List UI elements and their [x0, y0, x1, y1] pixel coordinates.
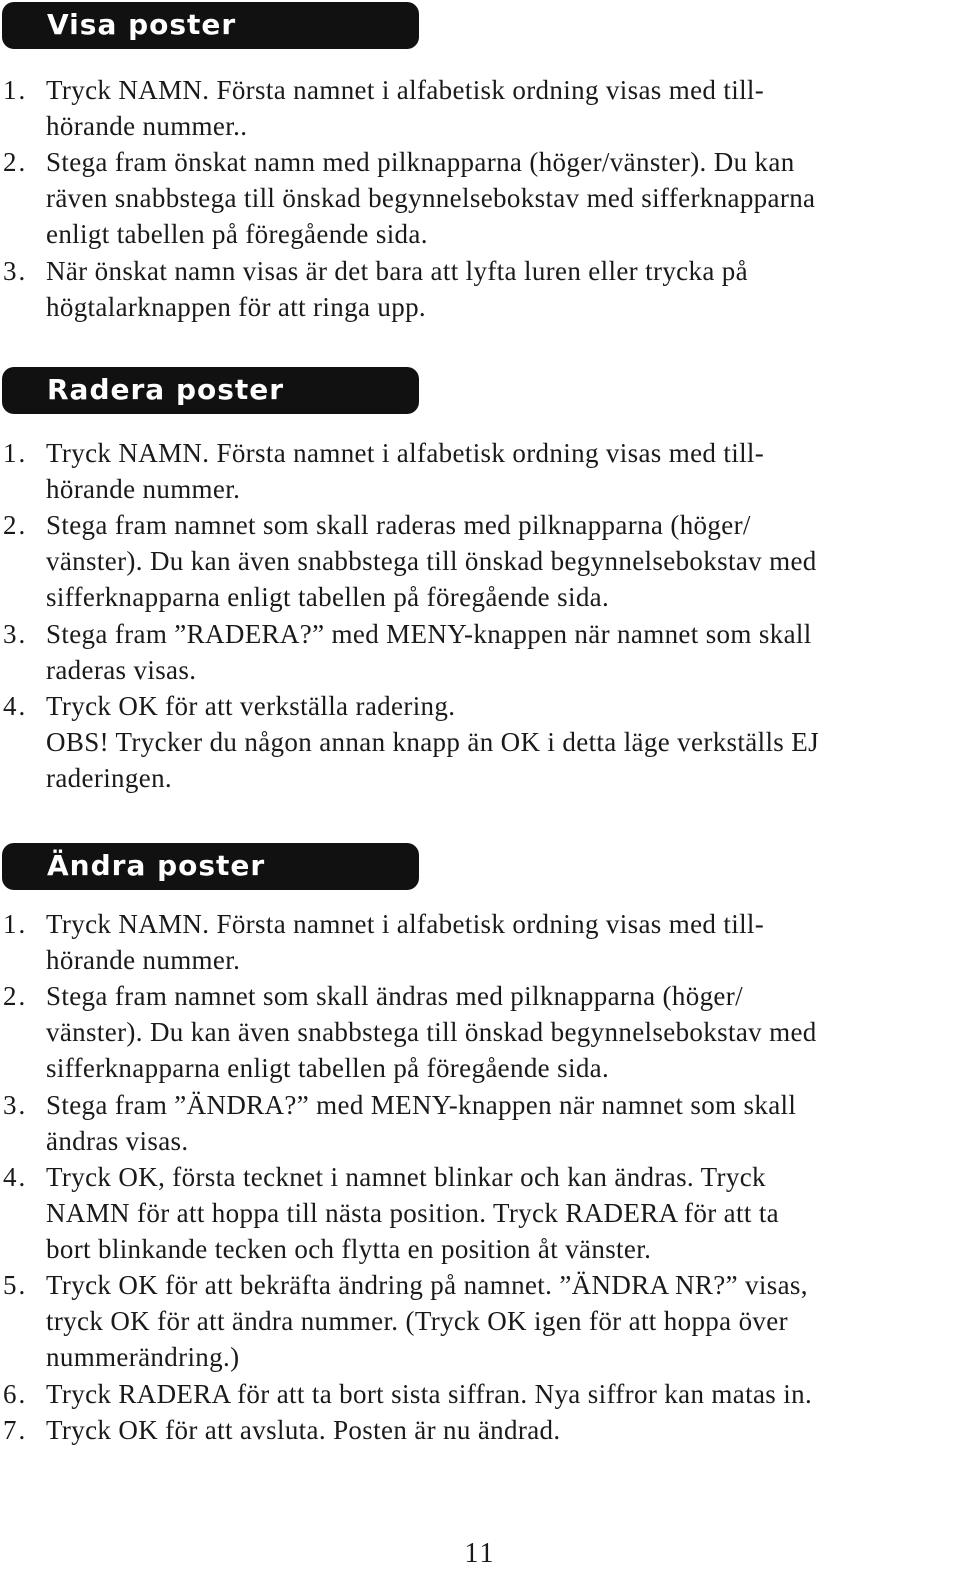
section-heading-bar — [2, 367, 419, 414]
item-number: 1. — [3, 438, 28, 468]
item-text: När önskat namn visas är det bara att lyfta luren eller trycka på högtalarknappen för att ringa upp. — [46, 256, 748, 323]
item-number: 3. — [3, 1090, 28, 1120]
item-number: 2. — [3, 510, 28, 540]
item-text: Stega fram namnet som skall raderas med pilknapparna (höger/ vänster). Du kan även snabbstega till önskad begynnelsebokstav med sifferknapparna enligt tabellen på föregående sida. — [46, 510, 817, 613]
item-text: Stega fram önskat namn med pilknapparna (höger/vänster). Du kan räven snabbstega till önskad begynnelsebokstav med sifferknapparna enligt tabellen på föregående sida. — [46, 147, 816, 250]
section-heading: Radera poster — [47, 373, 285, 406]
item-text: Tryck RADERA för att ta bort sista siffran. Nya siffror kan matas in. — [46, 1379, 813, 1409]
item-number: 6. — [3, 1379, 28, 1409]
section-heading: Ändra poster — [47, 849, 266, 882]
item-text: Tryck NAMN. Första namnet i alfabetisk ordning visas med till- hörande nummer. — [46, 438, 765, 505]
item-number: 2. — [3, 981, 28, 1011]
item-number: 4. — [3, 691, 28, 721]
section-heading: Visa poster — [47, 8, 237, 41]
item-text: Tryck OK för att bekräfta ändring på namnet. ”ÄNDRA NR?” visas, tryck OK för att ändra nummer. (Tryck OK igen för att hoppa över nummerändring.) — [46, 1270, 808, 1373]
item-number: 3. — [3, 619, 28, 649]
page-number: 11 — [464, 1538, 496, 1569]
item-text: Tryck OK för att avsluta. Posten är nu ändrad. — [46, 1415, 561, 1445]
item-text: Tryck NAMN. Första namnet i alfabetisk ordning visas med till- hörande nummer.. — [46, 75, 765, 142]
item-text: Stega fram ”RADERA?” med MENY-knappen när namnet som skall raderas visas. — [46, 619, 812, 686]
item-number: 5. — [3, 1270, 28, 1300]
item-number: 2. — [3, 147, 28, 177]
item-text: Stega fram namnet som skall ändras med pilknapparna (höger/ vänster). Du kan även snabbstega till önskad begynnelsebokstav med sifferknapparna enligt tabellen på föregående sida. — [46, 981, 817, 1084]
item-text: Tryck OK, första tecknet i namnet blinkar och kan ändras. Tryck NAMN för att hoppa till nästa position. Tryck RADERA för att ta bort blinkande tecken och flytta en position åt vänster. — [46, 1162, 780, 1265]
item-number: 1. — [3, 75, 28, 105]
item-text: Tryck NAMN. Första namnet i alfabetisk ordning visas med till- hörande nummer. — [46, 909, 765, 976]
item-number: 3. — [3, 256, 28, 286]
item-text: Tryck OK för att verkställa radering. OBS! Trycker du någon annan knapp än OK i detta läge verkställs EJ raderingen. — [46, 691, 819, 794]
section-heading-bar — [2, 843, 419, 890]
section-heading-bar — [2, 2, 419, 49]
item-number: 1. — [3, 909, 28, 939]
item-text: Stega fram ”ÄNDRA?” med MENY-knappen när namnet som skall ändras visas. — [46, 1090, 797, 1157]
item-number: 7. — [3, 1415, 28, 1445]
item-number: 4. — [3, 1162, 28, 1192]
